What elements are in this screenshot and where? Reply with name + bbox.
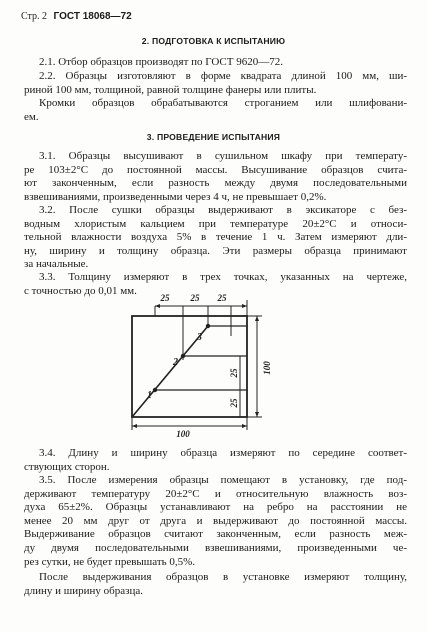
point-label-2: 2 [173,357,178,368]
text-line: 3.5. После измерения образцы помещают в установку, где под- [39,474,407,486]
dim-bottom: 100 [176,429,190,439]
point-marker-1 [153,388,157,392]
text-line: Кромки образцов обрабатываются строганием или шлифовани- [39,97,407,109]
point-label-3: 3 [197,332,202,343]
text-line: менее 20 мм друг от друга и выдерживают до постоянной массы. [24,514,407,527]
text-line: за начальные. [24,258,89,271]
dim-right-total: 100 [262,361,272,375]
text-line: 2.2. Образцы изготовляют в форме квадрата длиной 100 мм, ши- [39,70,407,82]
text-line: После выдерживания образцов в установке измеряют толщину, [39,571,407,583]
text-line: риной 100 мм, толщиной, равной толщине фанеры или плиты. [24,83,317,96]
text-line: длину и ширину образца. [24,584,143,597]
standard-number: ГОСТ 18068—72 [53,11,132,22]
paragraph-3-4 [24,447,407,474]
text-line: 3.1. Образцы высушивают в сушильном шкафу при температу- [39,150,407,162]
text-line: ствующих сторон. [24,460,110,473]
text-line: духа 65±2%. Образцы устанавливают на ребро на расстоянии не [24,501,407,514]
text-line: рез сутки, не будет превышать 0,5%. [24,555,196,568]
dim-right-part-1: 25 [229,368,239,378]
dim-top-1: 25 [160,293,170,303]
dim-right-part-2: 25 [229,398,239,408]
page-number: Стр. 2 [21,11,48,22]
dim-top-3: 25 [217,293,227,303]
section-2-title: 2. ПОДГОТОВКА К ИСПЫТАНИЮ [141,36,286,46]
paragraph-final [24,571,407,598]
text-line: 3.4. Длину и ширину образца измеряют по середине соответ- [39,447,407,459]
text-line: водным хлористым кальцием при температуре 20±2°С и относи- [24,217,407,230]
paragraph-3-5 [24,474,407,569]
text-line: 2.1. Отбор образцов производят по ГОСТ 9620—72. [39,56,283,68]
text-line: тельной влажности воздуха 5% в течение 1 ч. Затем измеряют дли- [24,231,407,244]
text-line: ну, ширину и толщину образца. Эти размеры образца принимают [24,244,407,257]
point-marker-3 [206,324,210,328]
text-line: держивают температуру 20±2°С и относительную влажность воз- [24,487,407,500]
point-marker-2 [181,354,185,358]
text-line: Выдерживание образцов считают законченным, если разность меж- [24,528,407,541]
text-line: 3.2. После сушки образцы выдерживают в эксикаторе с без- [39,204,407,216]
text-line: ре 103±2°С до постоянной массы. Высушивание образцов счита- [24,163,407,176]
text-line: ду двумя последовательными взвешиваниями, произведенными че- [24,541,407,554]
text-line: ем. [24,110,39,123]
section-3-title: 3. ПРОВЕДЕНИЕ ИСПЫТАНИЯ [146,132,281,142]
text-line: взвешиваниями, произведенными через 4 ч, не превышает 0,2%. [24,190,327,203]
text-line: ют законченным, если разность между двумя последовательными [24,177,407,190]
point-label-1: 1 [147,390,152,401]
dim-top-2: 25 [190,293,200,303]
text-line: 3.3. Толщину измеряют в трех точках, указанных на чертеже, [39,271,407,283]
text-line: с точностью до 0,01 мм. [24,284,137,297]
